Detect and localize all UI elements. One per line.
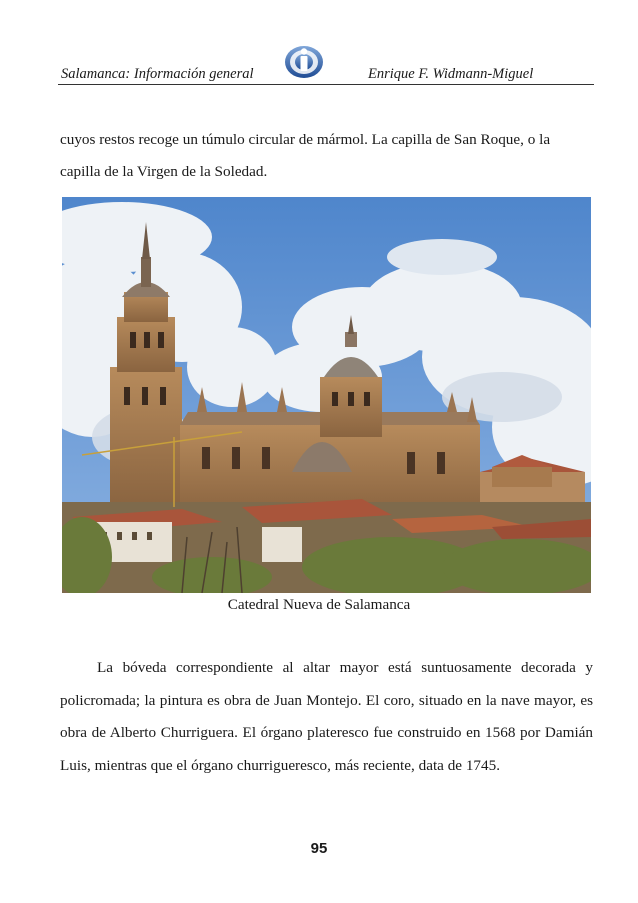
cathedral-photo [62,197,591,593]
figure-caption: Catedral Nueva de Salamanca [227,596,411,613]
header-divider [58,84,594,85]
running-header-title: Salamanca: Información general [61,66,254,82]
page-number: 95 [310,840,328,857]
info-i-logo-icon [282,41,326,81]
running-header-author: Enrique F. Widmann-Miguel [368,66,534,82]
body-paragraph: La bóveda correspondiente al altar mayor está suntuosamente decorada y policromada; la pintura es obra de Juan Montejo. El coro, situado en la nave mayor, es obra de Alberto Churriguera. El órgano plateresco fue construido en 1568 por Damián Luis, mientras que el órgano churrigueresco, más reciente, data de 1745. [60,659,593,774]
intro-paragraph: cuyos restos recoge un túmulo circular de mármol. La capilla de San Roque, o la capilla de la Virgen de la Soledad. [60,131,551,180]
